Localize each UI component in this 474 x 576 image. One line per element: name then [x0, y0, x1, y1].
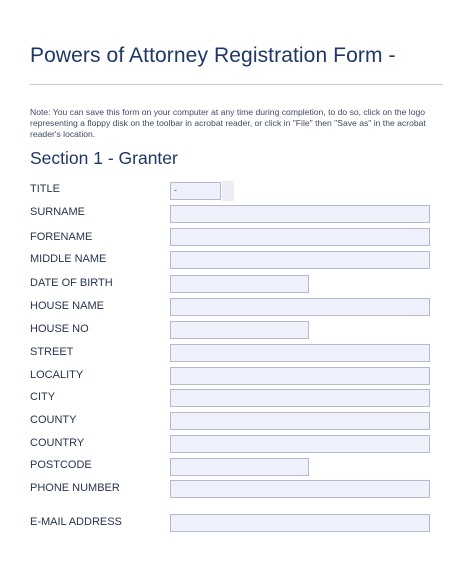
city-label: CITY — [30, 391, 56, 403]
surname-field[interactable] — [170, 205, 430, 223]
date-of-birth-field[interactable] — [170, 275, 309, 293]
country-field[interactable] — [170, 435, 430, 453]
middle-name-label: MIDDLE NAME — [30, 253, 107, 265]
locality-label: LOCALITY — [30, 369, 84, 381]
phone-number-label: PHONE NUMBER — [30, 482, 120, 494]
form-title: Powers of Attorney Registration Form - — [30, 44, 396, 67]
forename-label: FORENAME — [30, 231, 93, 243]
save-note: Note: You can save this form on your computer at any time during completion, to do so, click on the logo representing a floppy disk on the toolbar in acrobat reader, or click in "File" then "Save as" in the acrobat reader's location. — [30, 107, 426, 139]
section-title: Section 1 - Granter — [30, 148, 178, 168]
postcode-label: POSTCODE — [30, 459, 92, 471]
house-name-field[interactable] — [170, 298, 430, 316]
title-shadow — [222, 181, 234, 201]
house-name-label: HOUSE NAME — [30, 300, 104, 312]
street-field[interactable] — [170, 344, 430, 362]
email-address-label: E-MAIL ADDRESS — [30, 516, 122, 528]
house-no-label: HOUSE NO — [30, 323, 89, 335]
locality-field[interactable] — [170, 367, 430, 385]
street-label: STREET — [30, 346, 74, 358]
date-of-birth-label: DATE OF BIRTH — [30, 277, 113, 289]
county-field[interactable] — [170, 412, 430, 430]
title-field[interactable]: - — [170, 182, 221, 200]
county-label: COUNTY — [30, 414, 77, 426]
middle-name-field[interactable] — [170, 251, 430, 269]
title-divider — [30, 84, 443, 85]
title-label: TITLE — [30, 183, 60, 195]
postcode-field[interactable] — [170, 458, 309, 476]
country-label: COUNTRY — [30, 437, 85, 449]
house-no-field[interactable] — [170, 321, 309, 339]
phone-number-field[interactable] — [170, 480, 430, 498]
city-field[interactable] — [170, 389, 430, 407]
surname-label: SURNAME — [30, 206, 86, 218]
forename-field[interactable] — [170, 228, 430, 246]
email-address-field[interactable] — [170, 514, 430, 532]
